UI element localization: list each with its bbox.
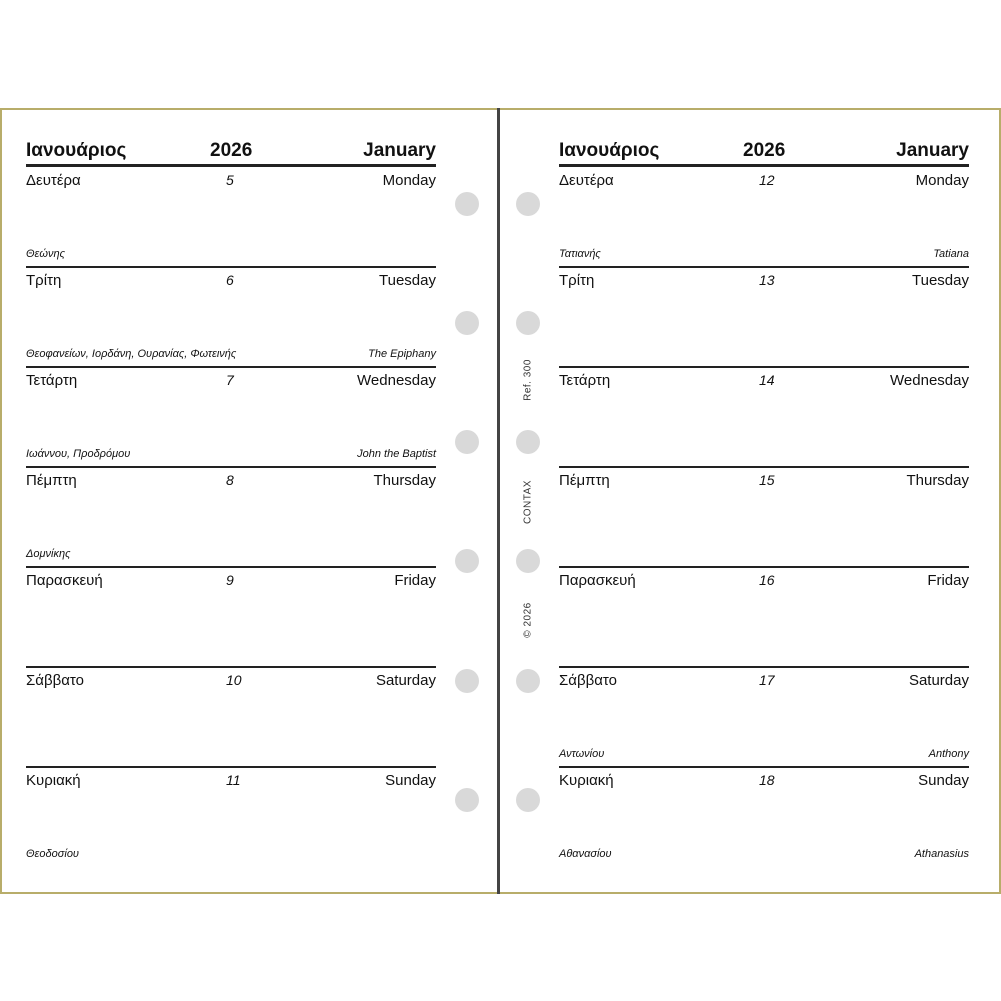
day-number: 9	[226, 572, 234, 588]
nameday-greek: Θεοδοσίου	[26, 848, 79, 860]
day-name-english: Sunday	[385, 772, 436, 789]
center-gutter	[497, 108, 500, 894]
day-name-english: Friday	[394, 572, 436, 589]
nameday-greek: Αθανασίου	[559, 848, 612, 860]
day-block-thursday	[26, 466, 436, 566]
punch-hole	[516, 311, 540, 335]
page-header	[559, 140, 969, 167]
nameday-english: Tatiana	[933, 248, 969, 260]
nameday-english: John the Baptist	[357, 448, 436, 460]
day-number: 16	[759, 572, 775, 588]
day-name-english: Monday	[915, 172, 969, 189]
day-name-greek: Παρασκευή	[26, 572, 103, 589]
day-name-greek: Τετάρτη	[559, 372, 611, 389]
day-divider	[26, 466, 436, 468]
right-page	[559, 108, 969, 894]
day-divider	[26, 666, 436, 668]
nameday-english: Athanasius	[914, 848, 969, 860]
punch-hole	[455, 430, 479, 454]
day-name-english: Saturday	[375, 672, 436, 689]
spine-brand-text: CONTAX	[522, 480, 534, 524]
day-block-monday	[26, 166, 436, 266]
day-block-saturday	[26, 666, 436, 766]
day-divider	[26, 566, 436, 568]
month-greek: Ιανουάριος	[26, 140, 127, 161]
day-number: 14	[759, 372, 775, 388]
month-english: January	[896, 140, 969, 161]
day-name-greek: Τρίτη	[559, 272, 595, 289]
day-name-english: Thursday	[373, 472, 436, 489]
day-number: 6	[226, 272, 234, 288]
punch-hole	[516, 549, 540, 573]
day-number: 11	[226, 772, 241, 788]
day-number: 12	[759, 172, 775, 188]
spine-ref-text: Ref. 300	[522, 359, 534, 401]
nameday-english: Anthony	[928, 748, 969, 760]
day-block-monday	[559, 166, 969, 266]
punch-hole	[516, 192, 540, 216]
day-name-english: Sunday	[918, 772, 969, 789]
spine-copyright-text: © 2026	[522, 602, 534, 638]
day-name-english: Wednesday	[890, 372, 969, 389]
day-name-english: Monday	[382, 172, 436, 189]
day-name-greek: Τρίτη	[26, 272, 62, 289]
day-name-english: Tuesday	[379, 272, 436, 289]
year: 2026	[743, 140, 786, 161]
day-number: 8	[226, 472, 234, 488]
day-name-english: Thursday	[906, 472, 969, 489]
day-name-english: Friday	[927, 572, 969, 589]
nameday-english: The Epiphany	[368, 348, 436, 360]
day-number: 10	[226, 672, 242, 688]
day-block-sunday	[26, 766, 436, 866]
day-name-english: Saturday	[908, 672, 969, 689]
punch-hole	[455, 669, 479, 693]
day-divider	[559, 566, 969, 568]
day-block-wednesday	[559, 366, 969, 466]
day-name-greek: Τετάρτη	[26, 372, 78, 389]
month-greek: Ιανουάριος	[559, 140, 660, 161]
punch-hole	[516, 430, 540, 454]
day-number: 5	[226, 172, 234, 188]
day-divider	[26, 766, 436, 768]
day-block-thursday	[559, 466, 969, 566]
month-english: January	[363, 140, 436, 161]
day-divider	[559, 666, 969, 668]
day-block-saturday	[559, 666, 969, 766]
day-block-tuesday	[26, 266, 436, 366]
punch-hole	[455, 549, 479, 573]
day-block-friday	[559, 566, 969, 666]
day-divider	[559, 366, 969, 368]
day-divider	[559, 766, 969, 768]
left-page-edge	[0, 108, 2, 894]
nameday-greek: Ιωάννου, Προδρόμου	[26, 448, 131, 460]
day-name-greek: Δευτέρα	[26, 172, 81, 189]
day-name-greek: Κυριακή	[559, 772, 614, 789]
day-number: 17	[759, 672, 775, 688]
day-number: 7	[226, 372, 234, 388]
year: 2026	[210, 140, 253, 161]
left-page	[26, 108, 436, 894]
day-number: 13	[759, 272, 775, 288]
nameday-greek: Αντωνίου	[559, 748, 605, 760]
day-number: 15	[759, 472, 775, 488]
day-name-greek: Σάββατο	[559, 672, 617, 689]
day-name-greek: Πέμπτη	[559, 472, 610, 489]
day-divider	[26, 266, 436, 268]
punch-hole	[516, 788, 540, 812]
day-name-greek: Δευτέρα	[559, 172, 614, 189]
punch-hole	[516, 669, 540, 693]
day-name-greek: Παρασκευή	[559, 572, 636, 589]
nameday-greek: Θεοφανείων, Ιορδάνη, Ουρανίας, Φωτεινής	[26, 348, 237, 360]
day-divider	[559, 266, 969, 268]
punch-hole	[455, 311, 479, 335]
day-name-greek: Σάββατο	[26, 672, 84, 689]
day-divider	[26, 366, 436, 368]
nameday-greek: Δομνίκης	[26, 548, 71, 560]
nameday-greek: Τατιανής	[559, 248, 601, 260]
day-name-greek: Πέμπτη	[26, 472, 77, 489]
punch-hole	[455, 192, 479, 216]
day-name-english: Wednesday	[357, 372, 436, 389]
nameday-greek: Θεώνης	[26, 248, 65, 260]
day-block-sunday	[559, 766, 969, 866]
day-block-friday	[26, 566, 436, 666]
day-divider	[559, 466, 969, 468]
day-block-wednesday	[26, 366, 436, 466]
day-name-greek: Κυριακή	[26, 772, 81, 789]
day-block-tuesday	[559, 266, 969, 366]
punch-hole	[455, 788, 479, 812]
day-number: 18	[759, 772, 775, 788]
day-name-english: Tuesday	[912, 272, 969, 289]
page-header	[26, 140, 436, 167]
